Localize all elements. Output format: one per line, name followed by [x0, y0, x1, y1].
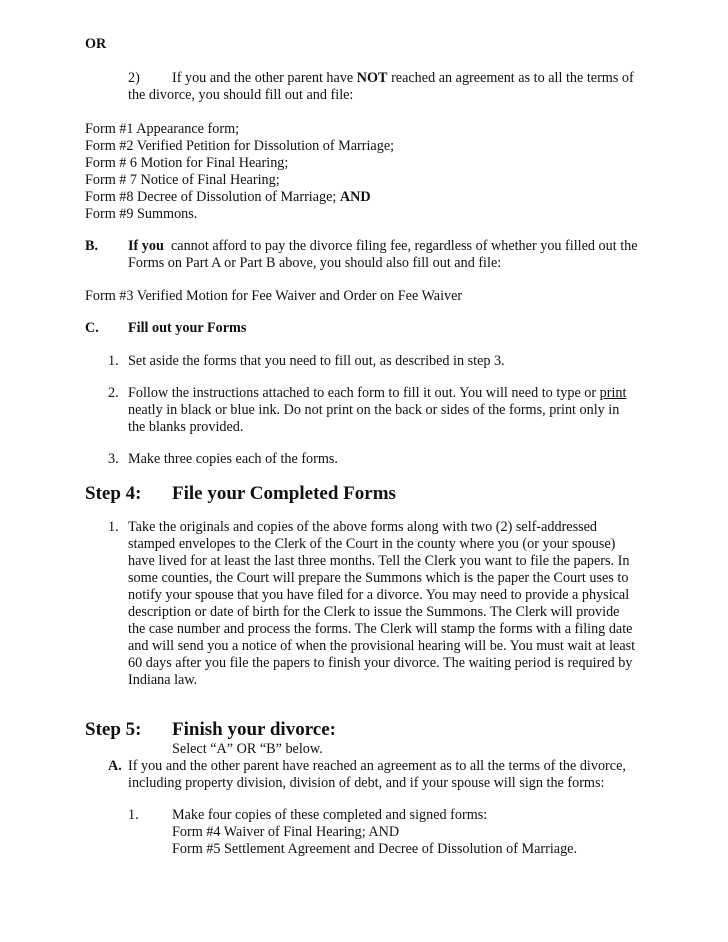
- step5-select-instruction: Select “A” OR “B” below.: [172, 741, 323, 757]
- step4-paragraph-line: stamped envelopes to the Clerk of the Court in the county where you (or your spouse): [128, 536, 616, 552]
- forms-list-item: Form #1 Appearance form;: [85, 121, 240, 137]
- step5-a-line1: If you and the other parent have reached an agreement as to all the terms of the divorce,: [128, 758, 626, 774]
- option2-line1: [172, 70, 634, 87]
- step4-title: File your Completed Forms: [172, 483, 396, 504]
- section-b-line1-text: cannot afford to pay the divorce filing fee, regardless of whether you filled out the: [163, 238, 638, 254]
- form3-line: Form #3 Verified Motion for Fee Waiver and Order on Fee Waiver: [85, 288, 463, 304]
- step4-paragraph-line: some counties, the Court will prepare the Summons which is the paper the Court uses to: [128, 570, 629, 586]
- step5-a-line2: including property division, division of debt, and if your spouse will sign the forms:: [128, 775, 605, 791]
- step4-paragraph-line: 60 days after you file the papers to finish your divorce. The waiting period is required by: [128, 655, 633, 671]
- forms-list-item: Form # 6 Motion for Final Hearing;: [85, 155, 289, 171]
- step5-sub-number: 1.: [128, 807, 139, 823]
- step4-item1-number: 1.: [108, 519, 119, 535]
- step5-sub-line2: Form #4 Waiver of Final Hearing; AND: [172, 824, 400, 840]
- c-item2-line3: the blanks provided.: [128, 419, 244, 435]
- c-item2-line1: [128, 385, 626, 402]
- section-b-line1: [128, 238, 638, 255]
- step5-title: Finish your divorce:: [172, 719, 336, 740]
- form8-bold: AND: [339, 189, 371, 205]
- step4-paragraph-line: and will send you a notice of when the provisional hearing will be. You must wait at least: [128, 638, 636, 654]
- step5-sub-line1: Make four copies of these completed and signed forms:: [172, 807, 488, 823]
- step4-paragraph-line: Indiana law.: [128, 672, 198, 688]
- step4-label: Step 4:: [85, 483, 142, 504]
- section-b-bold-lead: If you: [128, 238, 164, 254]
- c-item1-text: Set aside the forms that you need to fill out, as described in step 3.: [128, 353, 505, 369]
- step5-sub-line3: Form #5 Settlement Agreement and Decree of Dissolution of Marriage.: [172, 841, 578, 857]
- option2-line1-bold: NOT: [356, 70, 388, 86]
- step5-a-letter: A.: [108, 758, 122, 774]
- forms-list-item: Form # 7 Notice of Final Hearing;: [85, 172, 280, 188]
- section-c-letter: C.: [85, 320, 99, 336]
- forms-list-item-form9: Form #9 Summons.: [85, 206, 198, 222]
- step4-paragraph-line: have lived for at least the last three months. Tell the Clerk you want to file the papers. In: [128, 553, 630, 569]
- c-item1-number: 1.: [108, 353, 119, 369]
- step4-paragraph-line: the case number and process the forms. The Clerk will stamp the forms with a filing date: [128, 621, 633, 637]
- step4-paragraph-line: Take the originals and copies of the above forms along with two (2) self-addressed: [128, 519, 598, 535]
- option2-line1-pre: If you and the other parent have: [172, 70, 357, 86]
- section-b-letter: B.: [85, 238, 99, 254]
- forms-list-item-form8: [85, 189, 371, 206]
- option2-line2: the divorce, you should fill out and file:: [128, 87, 354, 103]
- step4-paragraph-line: notify your spouse that you have filed for a divorce. You may need to provide a physical: [128, 587, 630, 603]
- section-b-line2: Forms on Part A or Part B above, you should also fill out and file:: [128, 255, 502, 271]
- forms-list-item: Form #2 Verified Petition for Dissolution of Marriage;: [85, 138, 395, 154]
- or-heading: OR: [85, 36, 107, 52]
- step5-label: Step 5:: [85, 719, 142, 740]
- c-item3-number: 3.: [108, 451, 119, 467]
- option2-number: 2): [128, 70, 140, 86]
- option2-line1-post: reached an agreement as to all the terms of: [387, 70, 634, 86]
- c-item2-print-underlined: print: [599, 385, 627, 401]
- c-item2-line2: neatly in black or blue ink. Do not print on the back or sides of the forms, print only in: [128, 402, 620, 418]
- form8-text: Form #8 Decree of Dissolution of Marriage;: [85, 189, 340, 205]
- step4-paragraph-line: description or date of birth for the Clerk to issue the Summons. The Clerk will provide: [128, 604, 620, 620]
- c-item2-number: 2.: [108, 385, 119, 401]
- c-item2-line1-pre: Follow the instructions attached to each form to fill it out. You will need to type or: [128, 385, 600, 401]
- c-item3-text: Make three copies each of the forms.: [128, 451, 338, 467]
- section-c-title: Fill out your Forms: [128, 320, 247, 336]
